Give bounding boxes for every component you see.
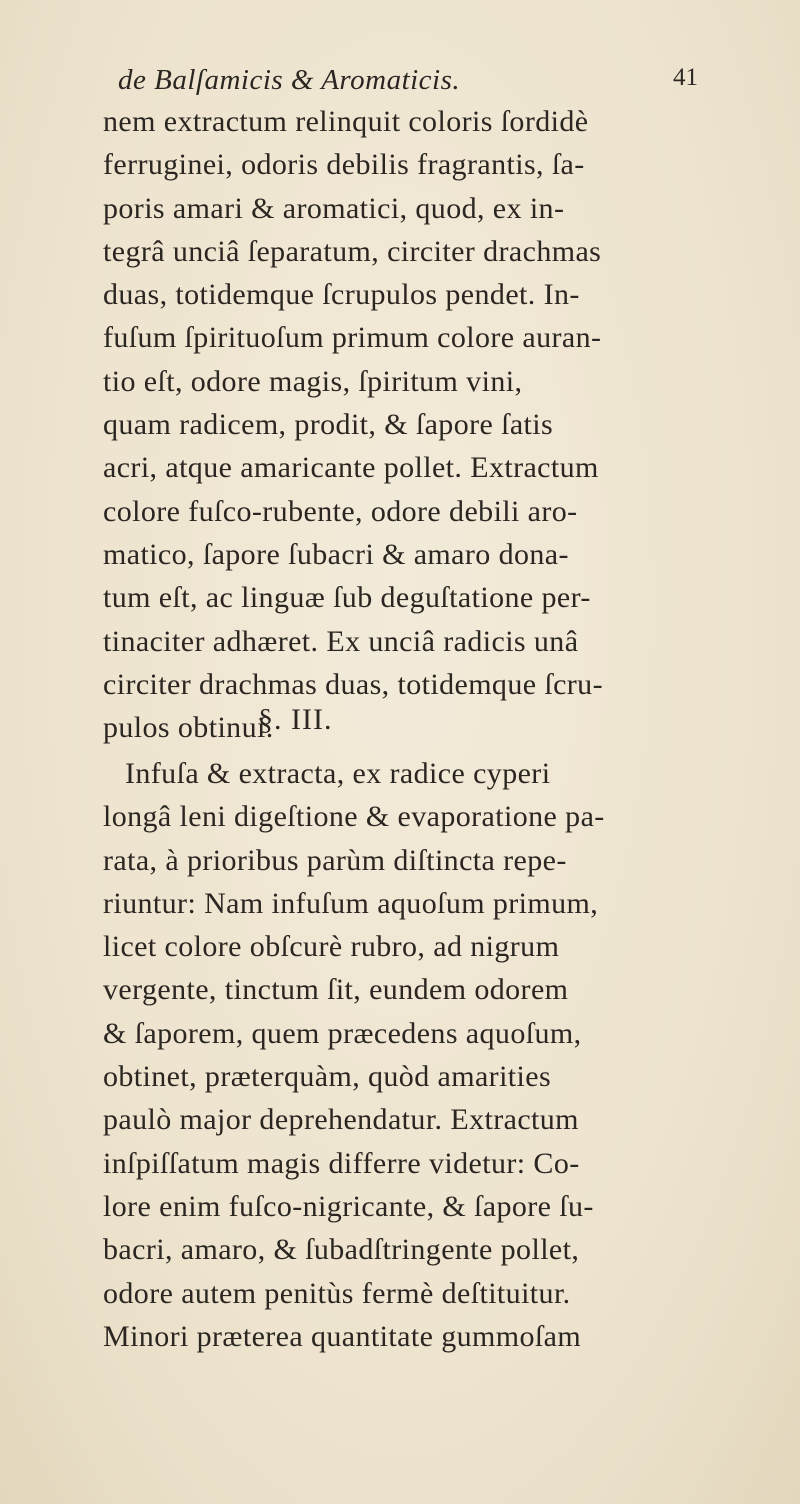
text-line: tum eſt, ac linguæ ſub deguſtatione per- (103, 581, 591, 615)
text-line: bacri, amaro, & ſubadſtringente pollet, (103, 1233, 580, 1267)
text-line: tinaciter adhæret. Ex unciâ radicis unâ (103, 624, 579, 658)
text-line: colore fuſco-rubente, odore debili aro- (103, 494, 578, 528)
text-line: poris amari & aromatici, quod, ex in- (103, 191, 565, 225)
text-line: & ſaporem, quem præcedens aquoſum, (103, 1016, 582, 1050)
paragraph-1 (103, 100, 713, 749)
text-line: quam radicem, prodit, & ſapore ſatis (103, 408, 554, 442)
text-line: ferruginei, odoris debilis fragrantis, ſa- (103, 148, 585, 182)
text-line: circiter drachmas duas, totidemque ſcru- (103, 667, 603, 701)
text-line: licet colore obſcurè rubro, ad nigrum (103, 930, 560, 964)
text-line: lore enim fuſco-nigricante, & ſapore ſu- (103, 1189, 594, 1223)
paragraph-2 (103, 752, 713, 1358)
text-line: duas, totidemque ſcrupulos pendet. In- (103, 278, 580, 312)
text-line: pulos obtinui. (103, 711, 274, 745)
text-line: tegrâ unciâ ſeparatum, circiter drachmas (103, 234, 602, 268)
text-line: vergente, tinctum ſit, eundem odorem (103, 973, 569, 1007)
text-line: fuſum ſpirituoſum primum colore auran- (103, 321, 602, 355)
section-heading: §. III. (258, 703, 333, 736)
text-line: inſpiſſatum magis differre videtur: Co- (103, 1146, 580, 1180)
text-line: acri, atque amaricante pollet. Extractum (103, 451, 599, 485)
text-line: longâ leni digeſtione & evaporatione pa- (103, 800, 605, 834)
text-line: matico, ſapore ſubacri & amaro dona- (103, 537, 569, 571)
text-line: obtinet, præterquàm, quòd amarities (103, 1060, 552, 1094)
text-line: odore autem penitùs fermè deſtituitur. (103, 1276, 571, 1310)
text-line: paulò major deprehendatur. Extractum (103, 1103, 579, 1137)
text-line: nem extractum relinquit coloris ſordidè (103, 105, 589, 138)
running-title: de Balſamicis & Aromaticis. (118, 64, 461, 96)
text-line: rata, à prioribus parùm diſtincta repe- (103, 843, 567, 877)
text-line: tio eſt, odore magis, ſpiritum vini, (103, 364, 523, 398)
text-line: Infuſa & extracta, ex radice cyperi (125, 757, 551, 790)
text-line: Minori præterea quantitate gummoſam (103, 1319, 582, 1353)
page-number: 41 (673, 64, 698, 91)
text-line: riuntur: Nam infuſum aquoſum primum, (103, 886, 599, 920)
